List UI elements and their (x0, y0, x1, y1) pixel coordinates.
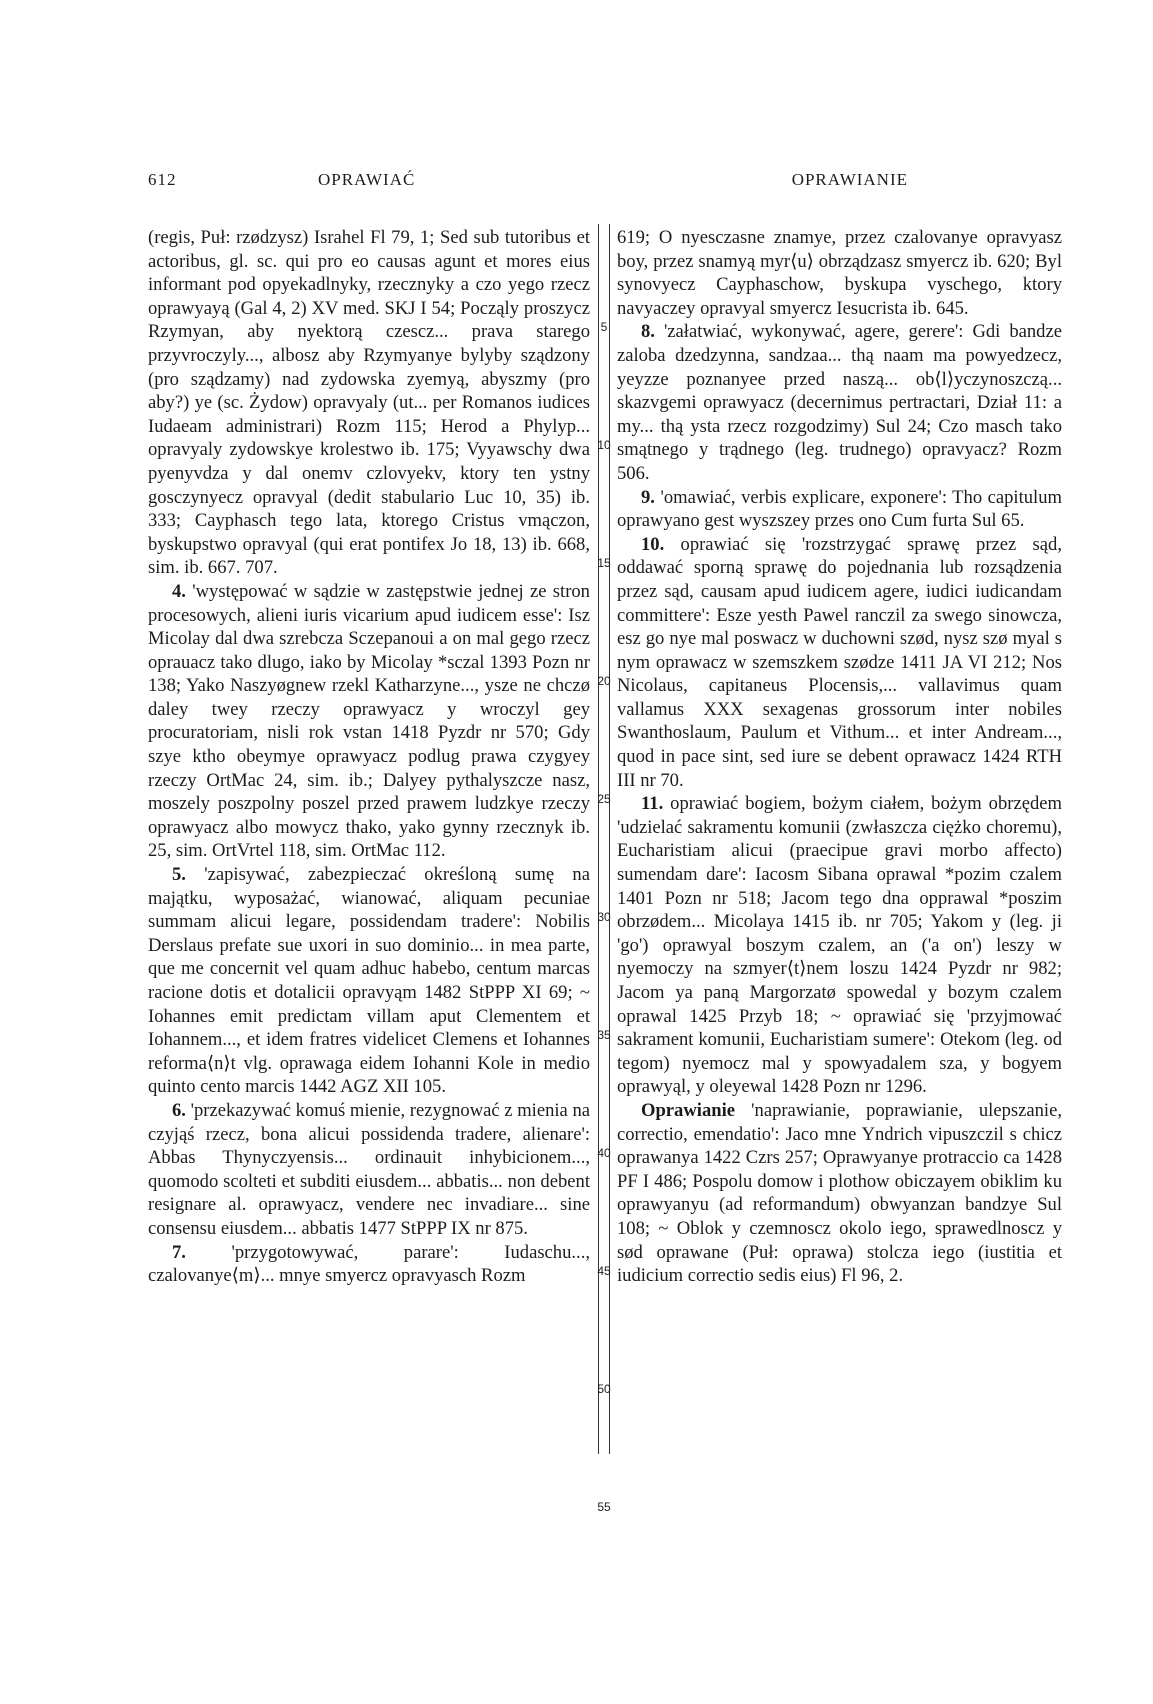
line-number: 45 (597, 1264, 611, 1278)
headword-entry: Oprawianie 'naprawianie, poprawianie, ulepszanie, correctio, emendatio': Jaco mne Yndrich vipuszczil s chicz oprawanya 1422 Czrs 257; Oprawyanye protraccio ca 1428 PF I 486; Pospolu domow i plothow obiczayem obiklim ku oprawyanyu (ad reformandum) obwyanzan bandzye Sul 108; ~ Oblok y czemnoscz okolo iego, sprawedlnoscz y sød oprawane (Puł: oprawa) stolcza iego (iustitia et iudicium correctio sedis eius) Fl 96, 2. (617, 1099, 1062, 1287)
line-number: 10 (597, 438, 611, 452)
line-number: 35 (597, 1028, 611, 1042)
entry-paragraph: 7. 'przygotowywać, parare': Iudaschu..., czalovanye⟨m⟩... mnye smyercz opravyasch Rozm (148, 1241, 590, 1287)
entry-paragraph: 4. 'występować w sądzie w zastępstwie jednej ze stron procesowych, alieni iuris vicarium apud iudicem esse': Isz Micolay dal dwa szrebcza Sczepanoui a on mal gego rzecz oprauacz tako dlugo, iako by Micolay *sczal 1393 Pozn nr 138; Yako Naszyøgnew rzekl Katharzyne..., ysze ne chczø daley twey rzeczy oprawyacz y wroczyl gey procuratoriam, nisli rok vstan 1418 Pyzdr nr 570; Gdy szye ktho obeymye oprawyacz podlug prawa czygyey rzeczy OrtMac 24, sim. ib.; Dalyey pythalyszcze nasz, moszely poszpolny poszel przed prawem ludzkye rzeczy oprawyacz albo mowycz thako, yako gynny rzecznyk ib. 25, sim. OrtVrtel 118, sim. OrtMac 112. (148, 580, 590, 862)
left-column (148, 226, 590, 1288)
line-number: 15 (597, 556, 611, 570)
left-headword: OPRAWIAĆ (318, 170, 416, 189)
entry-paragraph: 619; O nyesczasne znamye, przez czalovanye opravyasz boy, przez snamyą myr⟨u⟩ obrządzasz smyercz ib. 620; Byl synovyecz Cayphaschow, byskupa vyschego, ktory navyaczey opravyal smyercz Iesucrista ib. 645. (617, 227, 1062, 319)
line-number: 50 (597, 1382, 611, 1396)
entry-paragraph: 11. oprawiać bogiem, bożym ciałem, bożym obrzędem 'udzielać sakramentu komunii (zwłaszcza ciężko choremu), Eucharistiam alicui (praecipue gravi morbo affecto) sumendam dare': Iacosm Sibana oprawal *pozim czalem 1401 Pozn nr 518; Jacom tego dna opprawal *poszim obrzødem... Micolaya 1415 ib. nr 705; Yakom y (leg. ji 'go') oprawyal boszym czalem, an ('a on') leszy w nyemoczy na szmyer⟨t⟩nem loszu 1424 Pyzdr nr 982; Jacom ya paną Margorzatø spowedal y bozym czalem oprawal 1425 Przyb 18; ~ oprawiać się 'przyjmować sakrament komunii, Eucharistiam sumere': Otekom (leg. od tegom) nyemocz mal y spowyadalem sza, y bogyem oprawyąl, y oleyewal 1428 Pozn nr 1296. (617, 793, 1062, 1098)
line-number: 25 (597, 792, 611, 806)
entry-paragraph: (regis, Puł: rzødzysz) Israhel Fl 79, 1; Sed sub tutoribus et actoribus, gl. sc. qui pro eo causas agunt et mores eius informant pod opyekadlnyky, rzecznyky a czo yego rzecz oprawyayą (Gal 4, 2) XV med. SKJ I 54; Począly proszycz Rzymyan, aby nyektorą czescz... prava starego przyvroczyly..., albosz aby Rzymyanye bylyby sządzony (pro sządzamy) nad zydowska zyemyą, abyszmy (pro aby?) ye (sc. Żydow) opravyaly (ut... per Romanos iudices Iudaeam administrari) Rozm 115; Herod a Phylyp... opravyaly zydowskye krolestwo ib. 175; Vyyawschy dwa pyenyvdza y dal onemv czlovyekv, ktory ten ystny gosczynyecz opravyal (dedit stabulario Luc 10, 35) ib. 333; Cayphasch tego lata, ktorego Cristus vmączon, byskupstwo opravyal (qui erat pontifex Jo 18, 13) ib. 668, sim. ib. 667. 707. (148, 227, 590, 579)
page-number: 612 (148, 170, 177, 189)
line-number: 5 (600, 320, 608, 334)
line-number: 20 (597, 674, 611, 688)
page-header (148, 170, 908, 196)
line-number: 55 (597, 1500, 611, 1514)
right-column (617, 226, 1062, 1288)
line-number: 40 (597, 1146, 611, 1160)
entry-paragraph: 8. 'załatwiać, wykonywać, agere, gerere': Gdi bandze zaloba dzedzynna, sandzaa... thą naam ma powyedzecz, yeyzze poznanyee przed naszą... ob⟨l⟩yczynoszczą... skazvgemi oprawyacz (decernimus pertractari, Dział 11: a my... thą ysta rzecz rozgodzimy) Sul 24; Czo masch tako smątnego y trądnego (leg. trudnego) opravyacz? Rozm 506. (617, 321, 1062, 484)
entry-paragraph: 6. 'przekazywać komuś mienie, rezygnować z mienia na czyjąś rzecz, bona alicui possidenda tradere, alienare': Abbas Thynyczyensis... ordinauit inhybicionem..., quomodo scolteti et subditi eiusdem... abbatis... non debent resignare al. oprawyacz, vendere nec invadiare... sine consensu eiusdem... abbatis 1477 StPPP IX nr 875. (148, 1099, 590, 1239)
entry-paragraph: 10. oprawiać się 'rozstrzygać sprawę przez sąd, oddawać sporną sprawę do pojednania lub rozsądzenia przez sąd, causam apud iudicem agere, iudici iudicandam committere': Esze yesth Pawel ranczil za swego sinowcza, esz go nye mal poswacz w duchowni szød, nysz szø myal s nym oprawacz w szemszkem szødze 1411 JA VI 212; Nos Nicolaus, capitaneus Plocensis,... vallavimus quam vallamus XXX sexagenas grossorum inter nobiles Swanthoslaum, Paulum et Vithum... et inter Andream..., quod in pace sint, sed iure se debent oprawacz 1424 RTH III nr 70. (617, 533, 1062, 791)
line-number: 30 (597, 910, 611, 924)
entry-paragraph: 5. 'zapisywać, zabezpieczać określoną sumę na majątku, wyposażać, wianować, aliquam pecuniae summam alicui legare, possidendam tradere': Nobilis Derslaus prefate sue uxori in suo dominio... in mea parte, que me concernit vel quam adhuc habebo, centum marcas racione dotis et dotalicii opravyąm 1482 StPPP XI 69; ~ Iohannes emit predictam villam aput Clementem et Iohannem..., et idem fratres videlicet Clemens et Iohannes reforma⟨n⟩t vlg. oprawaga eidem Iohanni Kole in medio quinto cento marcis 1442 AGZ XII 105. (148, 864, 590, 1098)
right-headword: OPRAWIANIE (791, 170, 908, 189)
entry-paragraph: 9. 'omawiać, verbis explicare, exponere': Tho capitulum oprawyano gest wyszszey przes ono Cum furta Sul 65. (617, 486, 1062, 532)
